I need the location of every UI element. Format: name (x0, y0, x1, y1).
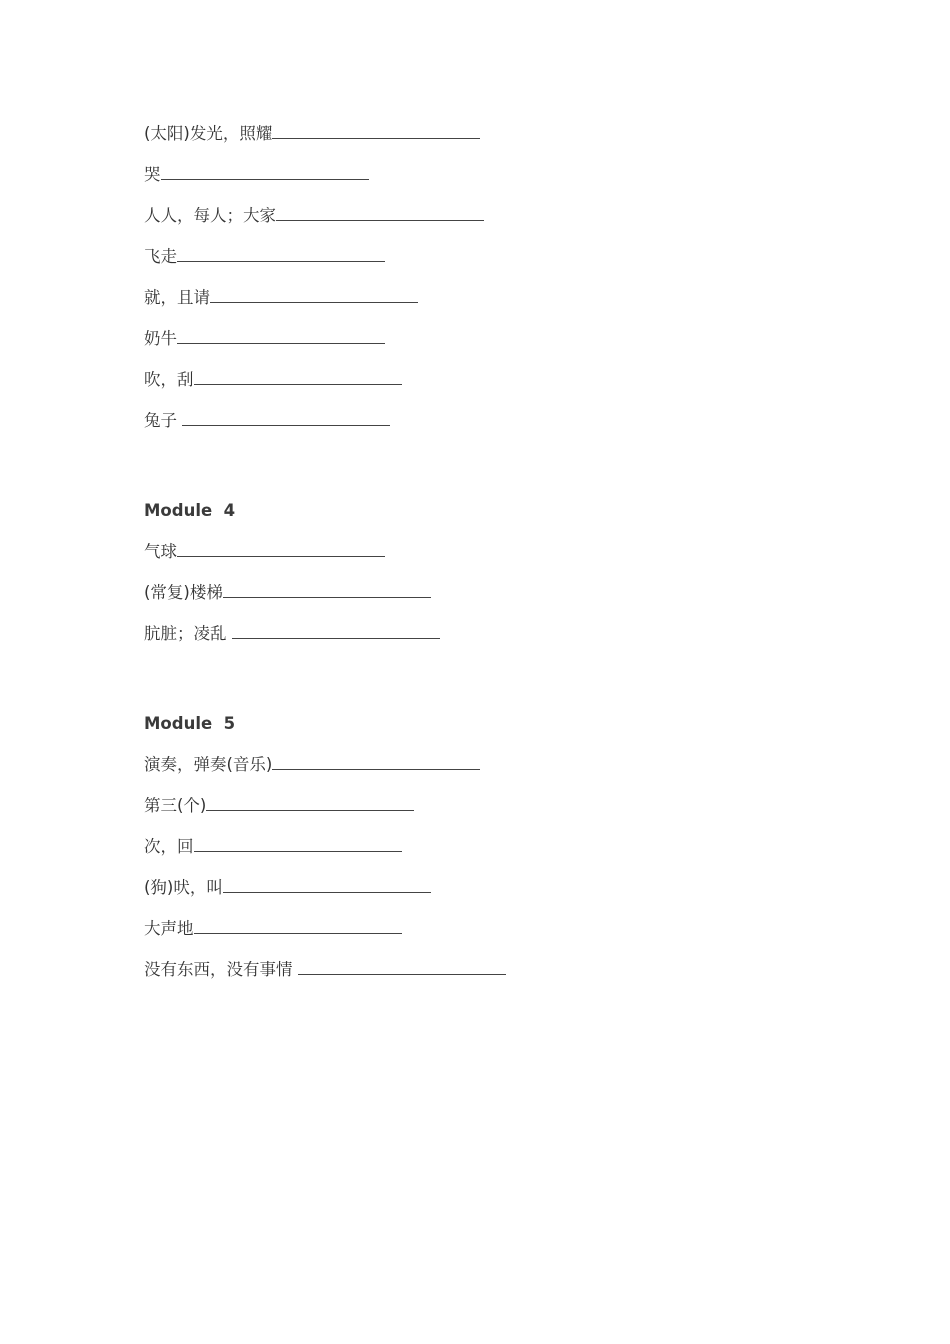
item-label: (太阳)发光，照耀 (144, 124, 273, 143)
answer-blank[interactable] (272, 118, 480, 139)
module-heading: Module 5 (144, 714, 236, 733)
answer-blank[interactable] (298, 954, 506, 975)
answer-blank[interactable] (210, 282, 418, 303)
item-label: (常复)楼梯 (144, 583, 223, 602)
vocab-item (144, 748, 844, 789)
item-label: 兔子 (144, 411, 183, 430)
item-label: (狗)吠，叫 (144, 878, 223, 897)
vocab-item (144, 953, 844, 994)
item-label: 第三(个) (144, 796, 207, 815)
vocab-item (144, 535, 844, 576)
section-gap (144, 445, 844, 494)
answer-blank[interactable] (272, 749, 480, 770)
vocab-item (144, 830, 844, 871)
vocab-item (144, 404, 844, 445)
item-label: 人人，每人；大家 (144, 206, 276, 225)
vocab-item (144, 199, 844, 240)
vocab-item (144, 363, 844, 404)
answer-blank[interactable] (194, 364, 402, 385)
vocab-item (144, 158, 844, 199)
answer-blank[interactable] (223, 577, 431, 598)
answer-blank[interactable] (276, 200, 484, 221)
answer-blank[interactable] (177, 323, 385, 344)
item-label: 演奏，弹奏(音乐) (144, 755, 273, 774)
item-label: 奶牛 (144, 329, 177, 348)
item-label: 肮脏；凌乱 (144, 624, 232, 643)
worksheet-page (144, 117, 844, 994)
answer-blank[interactable] (194, 913, 402, 934)
answer-blank[interactable] (223, 872, 431, 893)
item-label: 哭 (144, 165, 161, 184)
vocab-item (144, 912, 844, 953)
vocab-item (144, 617, 844, 658)
vocab-item (144, 281, 844, 322)
vocab-item (144, 240, 844, 281)
answer-blank[interactable] (182, 405, 390, 426)
answer-blank[interactable] (194, 831, 402, 852)
vocab-item (144, 871, 844, 912)
item-label: 飞走 (144, 247, 177, 266)
item-label: 吹，刮 (144, 370, 194, 389)
module-heading: Module 4 (144, 501, 236, 520)
item-label: 就，且请 (144, 288, 210, 307)
vocab-item (144, 117, 844, 158)
answer-blank[interactable] (177, 241, 385, 262)
section-gap (144, 658, 844, 707)
vocab-item (144, 322, 844, 363)
item-label: 大声地 (144, 919, 194, 938)
answer-blank[interactable] (232, 618, 440, 639)
item-label: 次，回 (144, 837, 194, 856)
vocab-item (144, 576, 844, 617)
item-label: 气球 (144, 542, 177, 561)
vocab-item (144, 789, 844, 830)
answer-blank[interactable] (177, 536, 385, 557)
item-label: 没有东西，没有事情 (144, 960, 298, 979)
answer-blank[interactable] (206, 790, 414, 811)
answer-blank[interactable] (161, 159, 369, 180)
